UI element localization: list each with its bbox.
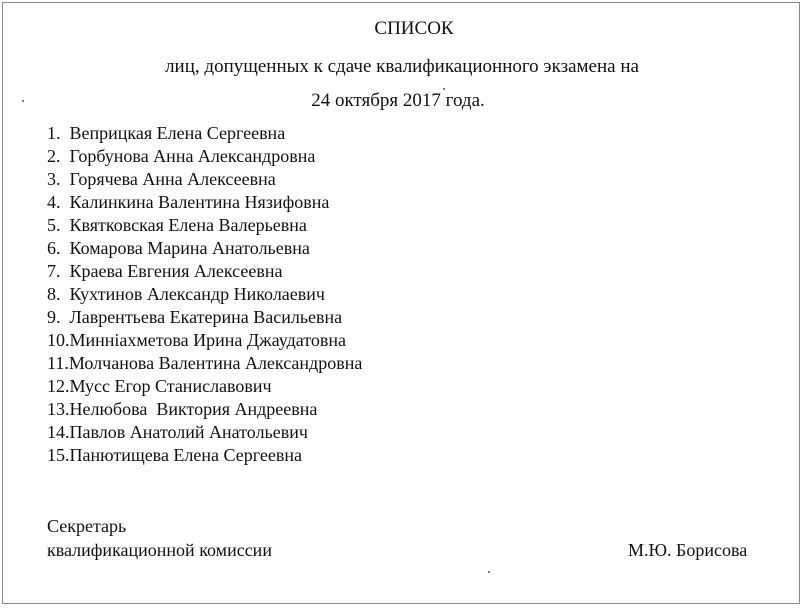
- list-item-name: Панютищева Елена Сергеевна: [69, 445, 302, 465]
- list-item: [47, 214, 362, 237]
- signature-role: [47, 514, 272, 562]
- list-item-number: 7.: [47, 261, 61, 281]
- list-item-number: 6.: [47, 238, 61, 258]
- list-item: [47, 352, 362, 375]
- list-item: [47, 122, 362, 145]
- list-item-name: Лаврентьева Екатерина Васильевна: [69, 307, 343, 327]
- list-item: [47, 398, 362, 421]
- list-item-number: 8.: [47, 284, 61, 304]
- scan-speck: [443, 88, 445, 90]
- list-item: [47, 306, 362, 329]
- signature-role-line2: квалификационной комиссии: [47, 540, 272, 560]
- list-item-number: 1.: [47, 123, 61, 143]
- list-item-name: Мусс Егор Станиславович: [69, 376, 272, 396]
- list-item-number: 14.: [47, 422, 70, 442]
- list-item: [47, 329, 362, 352]
- list-item: [47, 375, 362, 398]
- list-item-name: Нелюбова Виктория Андреевна: [69, 399, 318, 419]
- list-item-name: Калинкина Валентина Нязифовна: [69, 192, 330, 212]
- list-item-name: Горячева Анна Алексеевна: [69, 169, 276, 189]
- list-item-name: Миннiахметова Ирина Джаудатовна: [69, 330, 346, 350]
- list-item-name: Квятковская Елена Валерьевна: [69, 215, 307, 235]
- list-item: [47, 168, 362, 191]
- list-item-number: 9.: [47, 307, 61, 327]
- list-item: [47, 444, 362, 467]
- list-item-number: 13.: [47, 399, 70, 419]
- signatory-name: М.Ю. Борисова: [628, 540, 748, 560]
- list-item-name: Веприцкая Елена Сергеевна: [69, 123, 286, 143]
- list-item-name: Горбунова Анна Александровна: [69, 146, 316, 166]
- list-item-number: 5.: [47, 215, 61, 235]
- candidate-list: [47, 122, 362, 467]
- document-title: СПИСОК: [374, 18, 454, 39]
- scan-speck: [22, 100, 24, 102]
- list-item-number: 2.: [47, 146, 61, 166]
- list-item-number: 4.: [47, 192, 61, 212]
- list-item: [47, 260, 362, 283]
- list-item-number: 10.: [47, 330, 70, 350]
- list-item: [47, 421, 362, 444]
- list-item-number: 3.: [47, 169, 61, 189]
- list-item-name: Павлов Анатолий Анатольевич: [69, 422, 308, 442]
- document-subtitle-line2: 24 октября 2017 года.: [311, 90, 485, 111]
- list-item-number: 11.: [47, 353, 69, 373]
- document-subtitle-line1: лиц, допущенных к сдаче квалификационного экзамена на: [165, 56, 639, 77]
- list-item-name: Комарова Марина Анатольевна: [69, 238, 310, 258]
- list-item: [47, 191, 362, 214]
- list-item: [47, 237, 362, 260]
- scan-speck: [488, 571, 490, 573]
- list-item: [47, 283, 362, 306]
- list-item-name: Кухтинов Александр Николаевич: [69, 284, 325, 304]
- list-item-number: 15.: [47, 445, 70, 465]
- list-item: [47, 145, 362, 168]
- list-item-number: 12.: [47, 376, 70, 396]
- list-item-name: Краева Евгения Алексеевна: [69, 261, 283, 281]
- list-item-name: Молчанова Валентина Александровна: [68, 353, 363, 373]
- signature-role-line1: Секретарь: [47, 516, 127, 536]
